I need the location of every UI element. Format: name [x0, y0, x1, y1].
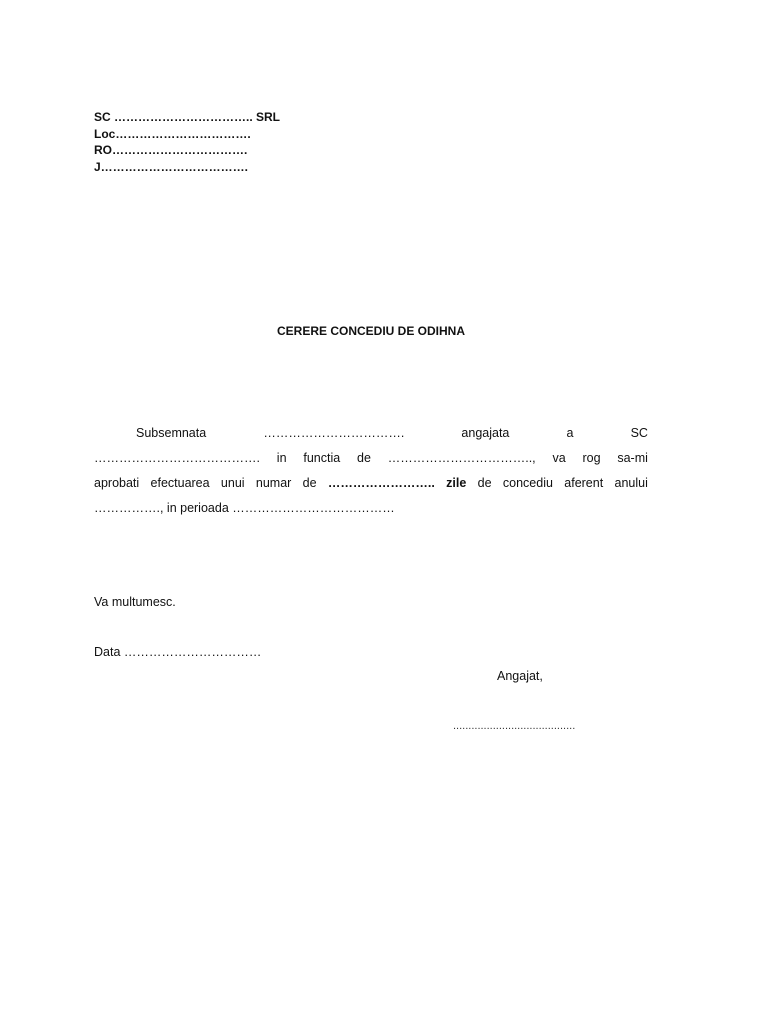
body-word: va: [552, 451, 566, 465]
company-locality-line: Loc…………………………….: [94, 126, 251, 141]
function-blank: ……………………………..,: [387, 451, 536, 465]
date-label: Data: [94, 645, 121, 659]
company-name-line: SC …………………………….. SRL: [94, 110, 281, 124]
company-header: [94, 109, 280, 175]
body-line-1: [94, 421, 648, 446]
employee-label: Angajat,: [497, 669, 543, 683]
name-blank: …………………………….: [263, 426, 405, 440]
date-line: [94, 645, 261, 659]
body-line-2: [94, 446, 648, 471]
body-word: SC: [630, 426, 648, 440]
body-word: in: [276, 451, 287, 465]
year-and-period-label: ……………., in perioada: [94, 501, 233, 515]
days-word: zile: [446, 476, 467, 490]
body-word: numar: [255, 476, 292, 490]
body-word: Subsemnata: [136, 426, 207, 440]
body-word: aferent: [564, 476, 604, 490]
body-word: sa-mi: [617, 451, 648, 465]
closing-text: Va multumesc.: [94, 595, 176, 609]
body-word: functia: [303, 451, 341, 465]
body-word: efectuarea: [150, 476, 210, 490]
date-blank: ……………………………: [123, 645, 262, 659]
body-word: unui: [220, 476, 245, 490]
body-line-3: [94, 471, 648, 496]
body-line-4: [94, 496, 648, 521]
company-blank: ………………………………….: [94, 451, 260, 465]
body-word: de: [477, 476, 492, 490]
signature-blank: ........................................: [453, 720, 576, 732]
company-registry-line: J……………………………….: [94, 159, 249, 174]
request-body: [94, 421, 648, 521]
body-word: de: [357, 451, 371, 465]
body-word: aprobati: [94, 476, 140, 490]
document-title: CERERE CONCEDIU DE ODIHNA: [276, 324, 465, 338]
period-blank: …………………………………: [232, 501, 395, 515]
body-word: anului: [614, 476, 648, 490]
days-count-blank: ……………………..: [327, 476, 435, 490]
body-word: concediu: [502, 476, 553, 490]
body-word: rog: [582, 451, 601, 465]
body-word: a: [566, 426, 574, 440]
body-word: angajata: [461, 426, 510, 440]
company-ro-line: RO…………………………….: [94, 143, 248, 157]
body-word: de: [302, 476, 317, 490]
